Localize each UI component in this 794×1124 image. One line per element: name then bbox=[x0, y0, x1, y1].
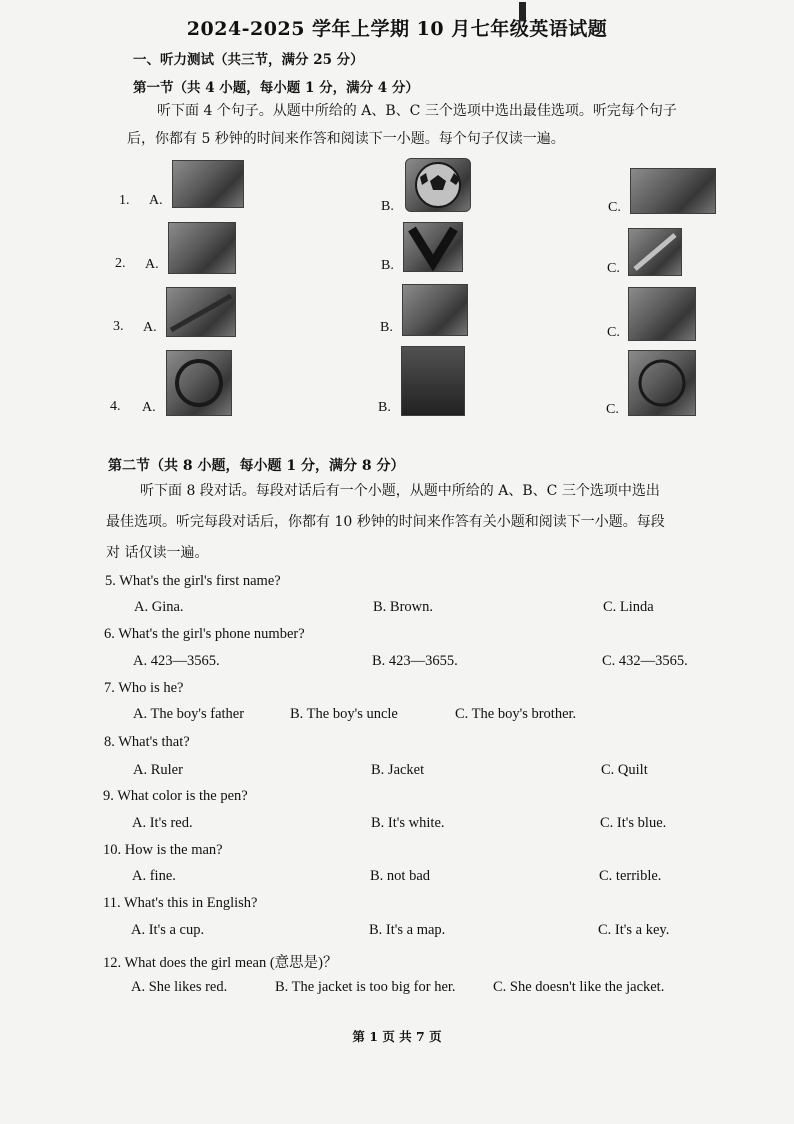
question-11-option-a[interactable]: A. It's a cup. bbox=[131, 922, 205, 938]
item-3-number: 3. bbox=[113, 319, 124, 334]
question-9-option-c[interactable]: C. It's blue. bbox=[600, 815, 667, 831]
item-4-option-a-label: A. bbox=[142, 400, 156, 415]
question-12-option-c[interactable]: C. She doesn't like the jacket. bbox=[493, 979, 665, 995]
question-11-option-b[interactable]: B. It's a map. bbox=[369, 922, 446, 938]
question-7-option-c[interactable]: C. The boy's brother. bbox=[455, 706, 577, 722]
item-1-option-a-image[interactable] bbox=[172, 160, 244, 208]
item-4-option-a-image[interactable] bbox=[166, 350, 232, 416]
question-12-option-a[interactable]: A. She likes red. bbox=[131, 979, 228, 995]
section2-instructions-line1: 听下面 8 段对话。每段对话后有一个小题，从题中所给的 A、B、C 三个选项中选出 bbox=[140, 483, 660, 499]
item-1-option-b-label: B. bbox=[381, 199, 394, 214]
item-4-option-b-image[interactable] bbox=[401, 346, 465, 416]
question-6: 6. What's the girl's phone number? bbox=[104, 626, 305, 642]
question-11: 11. What's this in English? bbox=[103, 895, 258, 911]
question-5-option-b[interactable]: B. Brown. bbox=[373, 599, 434, 615]
item-2-option-c-label: C. bbox=[607, 261, 620, 276]
item-2-number: 2. bbox=[115, 256, 126, 271]
question-5: 5. What's the girl's first name? bbox=[105, 573, 281, 589]
section2-instructions-line3: 对 话仅读一遍。 bbox=[106, 545, 209, 561]
question-10-option-b[interactable]: B. not bad bbox=[370, 868, 431, 884]
item-3-option-c-image[interactable] bbox=[628, 287, 696, 341]
item-2-option-a-label: A. bbox=[145, 257, 159, 272]
question-6-option-c[interactable]: C. 432—3565. bbox=[602, 653, 688, 669]
item-1-option-a-label: A. bbox=[149, 193, 163, 208]
item-3-option-a-label: A. bbox=[143, 320, 157, 335]
item-4-option-b-label: B. bbox=[378, 400, 391, 415]
question-8: 8. What's that? bbox=[104, 734, 190, 750]
question-9-option-a[interactable]: A. It's red. bbox=[132, 815, 193, 831]
question-6-option-a[interactable]: A. 423—3565. bbox=[133, 653, 220, 669]
section1-instructions-line1: 听下面 4 个句子。从题中所给的 A、B、C 三个选项中选出最佳选项。听完每个句子 bbox=[157, 103, 677, 119]
question-10: 10. How is the man? bbox=[103, 842, 223, 858]
section2-instructions-line2: 最佳选项。听完每段对话后，你都有 10 秒钟的时间来作答有关小题和阅读下一小题。每段 bbox=[106, 514, 665, 530]
question-10-option-a[interactable]: A. fine. bbox=[132, 868, 176, 884]
section1-heading: 第一节（共 4 小题，每小题 1 分，满分 4 分） bbox=[133, 80, 419, 96]
page-footer: 第 1 页 共 7 页 bbox=[352, 1029, 442, 1044]
item-1-option-c-label: C. bbox=[608, 200, 621, 215]
part1-heading: 一、听力测试（共三节，满分 25 分） bbox=[133, 52, 364, 68]
question-11-option-c[interactable]: C. It's a key. bbox=[598, 922, 670, 938]
item-4-number: 4. bbox=[110, 399, 121, 414]
item-3-option-a-image[interactable] bbox=[166, 287, 236, 337]
item-3-option-b-image[interactable] bbox=[402, 284, 468, 336]
item-1-number: 1. bbox=[119, 193, 130, 208]
question-10-option-c[interactable]: C. terrible. bbox=[599, 868, 662, 884]
item-2-option-b-image[interactable] bbox=[403, 222, 463, 272]
question-9: 9. What color is the pen? bbox=[103, 788, 248, 804]
exam-title: 2024-2025 学年上学期 10 月七年级英语试题 bbox=[186, 18, 608, 40]
question-12-option-b[interactable]: B. The jacket is too big for her. bbox=[275, 979, 456, 995]
question-12: 12. What does the girl mean (意思是)？ bbox=[103, 955, 338, 971]
question-8-option-a[interactable]: A. Ruler bbox=[133, 762, 183, 778]
question-5-option-a[interactable]: A. Gina. bbox=[134, 599, 184, 615]
question-7-option-b[interactable]: B. The boy's uncle bbox=[290, 706, 398, 722]
section1-instructions-line2: 后，你都有 5 秒钟的时间来作答和阅读下一小题。每个句子仅读一遍。 bbox=[127, 131, 565, 147]
item-1-option-c-image[interactable] bbox=[630, 168, 716, 214]
question-8-option-c[interactable]: C. Quilt bbox=[601, 762, 648, 778]
question-7-option-a[interactable]: A. The boy's father bbox=[133, 706, 245, 722]
section2-heading: 第二节（共 8 小题，每小题 1 分，满分 8 分） bbox=[108, 458, 405, 474]
item-3-option-c-label: C. bbox=[607, 325, 620, 340]
question-5-option-c[interactable]: C. Linda bbox=[603, 599, 654, 615]
item-2-option-a-image[interactable] bbox=[168, 222, 236, 274]
question-7: 7. Who is he? bbox=[104, 680, 184, 696]
item-2-option-b-label: B. bbox=[381, 258, 394, 273]
item-1-option-b-image[interactable] bbox=[405, 158, 471, 212]
question-9-option-b[interactable]: B. It's white. bbox=[371, 815, 445, 831]
question-6-option-b[interactable]: B. 423—3655. bbox=[372, 653, 458, 669]
item-4-option-c-label: C. bbox=[606, 402, 619, 417]
question-8-option-b[interactable]: B. Jacket bbox=[371, 762, 425, 778]
item-2-option-c-image[interactable] bbox=[628, 228, 682, 276]
item-4-option-c-image[interactable] bbox=[628, 350, 696, 416]
item-3-option-b-label: B. bbox=[380, 320, 393, 335]
